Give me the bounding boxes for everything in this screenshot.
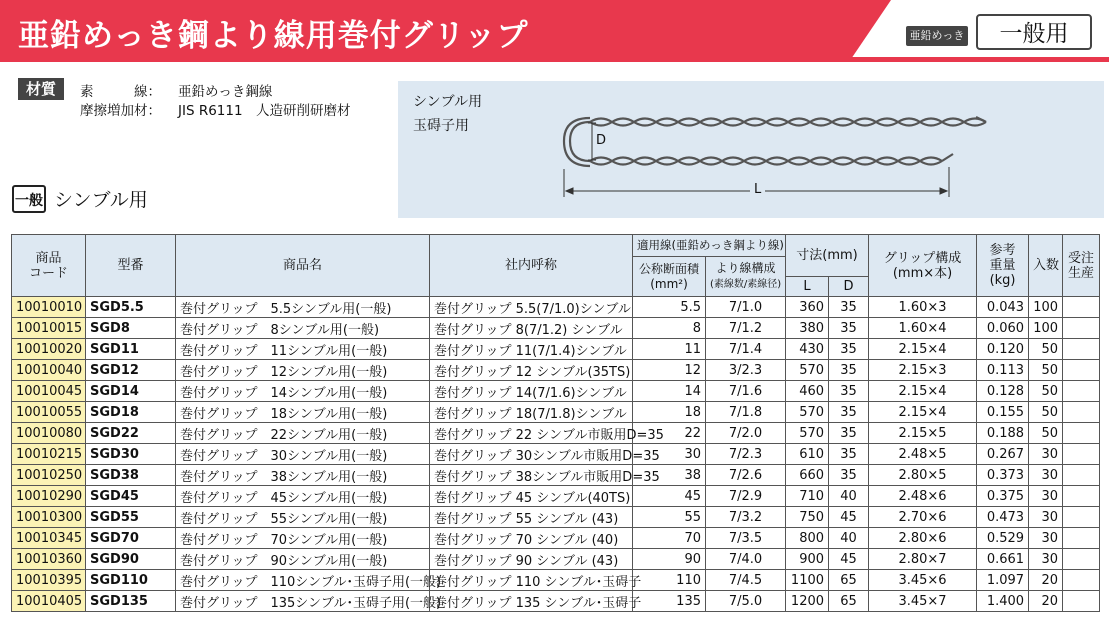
row-area: 55 [633,507,706,528]
row-code: 10010360 [12,549,86,570]
row-code: 10010395 [12,570,86,591]
row-name: 巻付グリップ 14シンブル用(一般) [176,381,430,402]
row-weight: 0.529 [977,528,1029,549]
row-strand: 7/1.4 [706,339,786,360]
row-internal: 巻付グリップ 30シンブル市販用D=35 [430,444,633,465]
row-strand: 7/2.6 [706,465,786,486]
row-strand: 7/5.0 [706,591,786,612]
spec-table [11,234,1100,612]
row-code: 10010405 [12,591,86,612]
row-length: 800 [786,528,829,549]
row-area: 5.5 [633,297,706,318]
row-code: 10010250 [12,465,86,486]
row-name: 巻付グリップ 70シンブル用(一般) [176,528,430,549]
row-grip: 3.45×6 [869,570,977,591]
row-internal: 巻付グリップ 90 シンブル (43) [430,549,633,570]
row-grip: 2.80×6 [869,528,977,549]
row-length: 900 [786,549,829,570]
row-area: 38 [633,465,706,486]
header-internal: 社内呼称 [430,235,633,297]
row-model: SGD14 [86,381,176,402]
table-row [12,549,1100,570]
row-strand: 7/2.3 [706,444,786,465]
row-name: 巻付グリップ 30シンブル用(一般) [176,444,430,465]
row-order [1063,591,1100,612]
row-area: 12 [633,360,706,381]
row-diameter: 35 [829,465,869,486]
row-weight: 0.267 [977,444,1029,465]
row-name: 巻付グリップ 5.5シンブル用(一般) [176,297,430,318]
row-weight: 0.155 [977,402,1029,423]
row-model: SGD5.5 [86,297,176,318]
row-diameter: 45 [829,507,869,528]
general-use-icon: 一般 [12,185,46,213]
row-diameter: 40 [829,486,869,507]
row-diameter: 40 [829,528,869,549]
row-order [1063,402,1100,423]
row-code: 10010345 [12,528,86,549]
header-model: 型番 [86,235,176,297]
row-length: 610 [786,444,829,465]
row-qty: 30 [1029,549,1063,570]
header-size-d: D [829,277,869,297]
header-size: 寸法(mm) [786,235,869,277]
table-row [12,465,1100,486]
table-row [12,423,1100,444]
table-row [12,528,1100,549]
row-order [1063,465,1100,486]
row-grip: 2.15×3 [869,360,977,381]
table-row [12,339,1100,360]
header-strand-label: より線構成 [715,261,776,275]
header-qty: 入数 [1029,235,1063,297]
row-name: 巻付グリップ 11シンブル用(一般) [176,339,430,360]
row-diameter: 35 [829,381,869,402]
row-internal: 巻付グリップ 5.5(7/1.0)シンブル [430,297,633,318]
row-diameter: 35 [829,339,869,360]
row-order [1063,486,1100,507]
row-length: 710 [786,486,829,507]
row-order [1063,549,1100,570]
table-row [12,381,1100,402]
row-internal: 巻付グリップ 45 シンブル(40TS) [430,486,633,507]
row-grip: 2.15×4 [869,402,977,423]
row-length: 1100 [786,570,829,591]
row-strand: 7/3.5 [706,528,786,549]
header-grip: グリップ構成 (mm×本) [869,235,977,297]
row-weight: 0.473 [977,507,1029,528]
table-row [12,486,1100,507]
header-size-l: L [786,277,829,297]
row-qty: 30 [1029,465,1063,486]
row-qty: 30 [1029,507,1063,528]
row-name: 巻付グリップ 110シンブル･玉碍子用(一般) [176,570,430,591]
row-weight: 0.373 [977,465,1029,486]
row-grip: 2.70×6 [869,507,977,528]
row-area: 110 [633,570,706,591]
row-area: 45 [633,486,706,507]
row-length: 430 [786,339,829,360]
material-key: 素 線： [80,84,161,100]
row-length: 360 [786,297,829,318]
section-title: シンブル用 [54,189,148,211]
row-code: 10010080 [12,423,86,444]
row-diameter: 35 [829,402,869,423]
row-name: 巻付グリップ 22シンブル用(一般) [176,423,430,444]
row-area: 18 [633,402,706,423]
row-name: 巻付グリップ 55シンブル用(一般) [176,507,430,528]
table-row [12,507,1100,528]
row-model: SGD135 [86,591,176,612]
dimension-d-label: D [596,133,607,148]
table-row [12,297,1100,318]
row-order [1063,423,1100,444]
row-internal: 巻付グリップ 11(7/1.4)シンブル [430,339,633,360]
row-order [1063,444,1100,465]
header-strand-sub: (素線数/素線径) [710,279,782,290]
row-code: 10010215 [12,444,86,465]
row-name: 巻付グリップ 90シンブル用(一般) [176,549,430,570]
row-internal: 巻付グリップ 22 シンブル市販用D=35 [430,423,633,444]
row-code: 10010015 [12,318,86,339]
header-code: 商品 コード [12,235,86,297]
row-internal: 巻付グリップ 38シンブル市販用D=35 [430,465,633,486]
material-row-wire [80,80,272,100]
row-weight: 1.400 [977,591,1029,612]
material-row-friction [80,99,351,119]
row-code: 10010045 [12,381,86,402]
row-model: SGD11 [86,339,176,360]
table-row [12,444,1100,465]
row-internal: 巻付グリップ 135 シンブル･玉碍子 [430,591,633,612]
table-row [12,591,1100,612]
row-internal: 巻付グリップ 12 シンブル(35TS) [430,360,633,381]
row-strand: 7/4.0 [706,549,786,570]
row-model: SGD110 [86,570,176,591]
row-internal: 巻付グリップ 14(7/1.6)シンブル [430,381,633,402]
row-diameter: 35 [829,444,869,465]
row-qty: 30 [1029,486,1063,507]
row-qty: 20 [1029,570,1063,591]
row-model: SGD8 [86,318,176,339]
row-qty: 50 [1029,360,1063,381]
grip-diagram [398,81,1104,218]
diagram-label-thimble: シンブル用 [413,94,483,110]
header-name: 商品名 [176,235,430,297]
row-qty: 50 [1029,423,1063,444]
row-weight: 0.188 [977,423,1029,444]
row-area: 135 [633,591,706,612]
row-weight: 0.375 [977,486,1029,507]
row-length: 460 [786,381,829,402]
row-internal: 巻付グリップ 8(7/1.2) シンブル [430,318,633,339]
row-model: SGD38 [86,465,176,486]
row-grip: 2.15×5 [869,423,977,444]
row-grip: 3.45×7 [869,591,977,612]
row-strand: 7/2.0 [706,423,786,444]
row-internal: 巻付グリップ 18(7/1.8)シンブル [430,402,633,423]
table-row [12,318,1100,339]
row-code: 10010300 [12,507,86,528]
row-model: SGD12 [86,360,176,381]
row-grip: 2.48×5 [869,444,977,465]
row-diameter: 65 [829,570,869,591]
title-banner-underline [0,57,1109,62]
row-diameter: 35 [829,423,869,444]
row-qty: 30 [1029,528,1063,549]
title-banner-slope [849,0,891,62]
row-model: SGD70 [86,528,176,549]
row-internal: 巻付グリップ 110 シンブル･玉碍子 [430,570,633,591]
row-model: SGD55 [86,507,176,528]
row-grip: 2.15×4 [869,339,977,360]
row-code: 10010010 [12,297,86,318]
row-area: 30 [633,444,706,465]
row-order [1063,381,1100,402]
row-area: 11 [633,339,706,360]
row-diameter: 35 [829,297,869,318]
row-length: 570 [786,402,829,423]
row-name: 巻付グリップ 45シンブル用(一般) [176,486,430,507]
row-length: 1200 [786,591,829,612]
row-length: 380 [786,318,829,339]
row-internal: 巻付グリップ 55 シンブル (43) [430,507,633,528]
row-strand: 7/1.2 [706,318,786,339]
row-strand: 3/2.3 [706,360,786,381]
row-qty: 20 [1029,591,1063,612]
row-model: SGD90 [86,549,176,570]
row-qty: 30 [1029,444,1063,465]
page-title: 亜鉛めっき鋼より線用巻付グリップ [18,18,529,54]
row-name: 巻付グリップ 18シンブル用(一般) [176,402,430,423]
row-qty: 50 [1029,339,1063,360]
table-row [12,570,1100,591]
material-key: 摩擦増加材： [80,103,161,119]
material-label: 材質 [18,78,64,100]
row-area: 8 [633,318,706,339]
row-order [1063,339,1100,360]
row-grip: 2.80×5 [869,465,977,486]
header-strand [706,257,786,297]
row-name: 巻付グリップ 38シンブル用(一般) [176,465,430,486]
row-order [1063,318,1100,339]
row-name: 巻付グリップ 8シンブル用(一般) [176,318,430,339]
row-area: 22 [633,423,706,444]
row-order [1063,528,1100,549]
row-weight: 0.661 [977,549,1029,570]
row-diameter: 45 [829,549,869,570]
row-order [1063,297,1100,318]
row-qty: 50 [1029,381,1063,402]
row-order [1063,360,1100,381]
row-qty: 100 [1029,297,1063,318]
row-model: SGD45 [86,486,176,507]
row-area: 90 [633,549,706,570]
row-length: 570 [786,360,829,381]
row-weight: 0.060 [977,318,1029,339]
coating-tag: 亜鉛めっき [906,26,968,46]
row-name: 巻付グリップ 12シンブル用(一般) [176,360,430,381]
row-strand: 7/1.6 [706,381,786,402]
row-weight: 0.113 [977,360,1029,381]
row-name: 巻付グリップ 135シンブル･玉碍子用(一般) [176,591,430,612]
row-code: 10010290 [12,486,86,507]
row-weight: 0.120 [977,339,1029,360]
row-strand: 7/1.0 [706,297,786,318]
header-applicable: 適用線(亜鉛めっき鋼より線) [633,235,786,257]
row-code: 10010020 [12,339,86,360]
row-model: SGD18 [86,402,176,423]
row-diameter: 65 [829,591,869,612]
header-area: 公称断面積 (mm²) [633,257,706,297]
row-qty: 50 [1029,402,1063,423]
row-strand: 7/3.2 [706,507,786,528]
row-model: SGD30 [86,444,176,465]
row-internal: 巻付グリップ 70 シンブル (40) [430,528,633,549]
row-length: 660 [786,465,829,486]
row-qty: 100 [1029,318,1063,339]
diagram-label-insulator: 玉碍子用 [413,118,469,134]
table-row [12,402,1100,423]
dimension-l-label: L [750,182,765,197]
row-strand: 7/1.8 [706,402,786,423]
row-diameter: 35 [829,318,869,339]
row-order [1063,570,1100,591]
row-order [1063,507,1100,528]
row-area: 70 [633,528,706,549]
row-weight: 0.128 [977,381,1029,402]
material-value: JIS R6111 人造研削研磨材 [178,103,351,119]
row-area: 14 [633,381,706,402]
material-value: 亜鉛めっき鋼線 [178,84,273,100]
row-code: 10010040 [12,360,86,381]
row-weight: 0.043 [977,297,1029,318]
table-row [12,360,1100,381]
row-strand: 7/4.5 [706,570,786,591]
header-weight: 参考 重量 (kg) [977,235,1029,297]
row-length: 570 [786,423,829,444]
header-order: 受注 生産 [1063,235,1100,297]
row-grip: 2.48×6 [869,486,977,507]
row-code: 10010055 [12,402,86,423]
row-strand: 7/2.9 [706,486,786,507]
row-grip: 1.60×4 [869,318,977,339]
usage-tag: 一般用 [976,14,1092,50]
row-diameter: 35 [829,360,869,381]
row-grip: 2.80×7 [869,549,977,570]
row-weight: 1.097 [977,570,1029,591]
grip-drawing [398,81,1104,218]
row-length: 750 [786,507,829,528]
row-model: SGD22 [86,423,176,444]
row-grip: 2.15×4 [869,381,977,402]
row-grip: 1.60×3 [869,297,977,318]
